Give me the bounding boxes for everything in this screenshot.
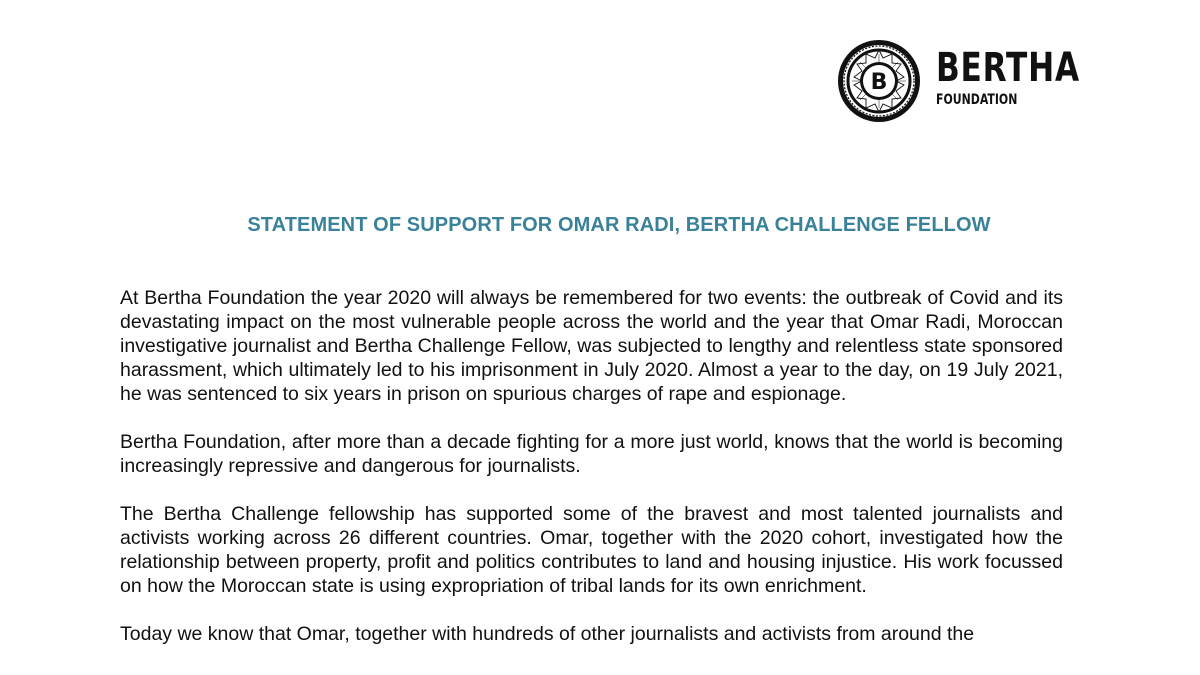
paragraph-1: At Bertha Foundation the year 2020 will always be remembered for two events: the outbreak of Covid and its devastating impact on the most vulnerable people across the world and the year that Omar Radi, Moroccan investigative journalist and Bertha Challenge Fellow, was subjected to lengthy and relentless state sponsored harassment, which ultimately led to his imprisonment in July 2020. Almost a year to the day, on 19 July 2021, he was sentenced to six years in prison on spurious charges of rape and espionage.	[120, 287, 1063, 405]
bertha-foundation-logo	[836, 38, 1121, 124]
document-body	[120, 286, 1063, 670]
seal-letter: B	[870, 70, 888, 95]
paragraph-2: Bertha Foundation, after more than a decade fighting for a more just world, knows that the world is becoming increasingly repressive and dangerous for journalists.	[120, 431, 1063, 477]
paragraph-4: Today we know that Omar, together with hundreds of other journalists and activists from around the	[120, 623, 975, 645]
logo-wordmark	[936, 45, 1121, 108]
logo-name: BERTHA	[936, 45, 1080, 91]
bertha-seal-icon	[836, 38, 922, 124]
document-title: STATEMENT OF SUPPORT FOR OMAR RADI, BERTHA CHALLENGE FELLOW	[247, 214, 991, 236]
logo-subtitle: FOUNDATION	[936, 92, 1018, 108]
paragraph-3: The Bertha Challenge fellowship has supported some of the bravest and most talented journalists and activists working across 26 different countries. Omar, together with the 2020 cohort, investigated how the relationship between property, profit and politics contributes to land and housing injustice. His work focussed on how the Moroccan state is using expropriation of tribal lands for its own enrichment.	[120, 503, 1063, 597]
